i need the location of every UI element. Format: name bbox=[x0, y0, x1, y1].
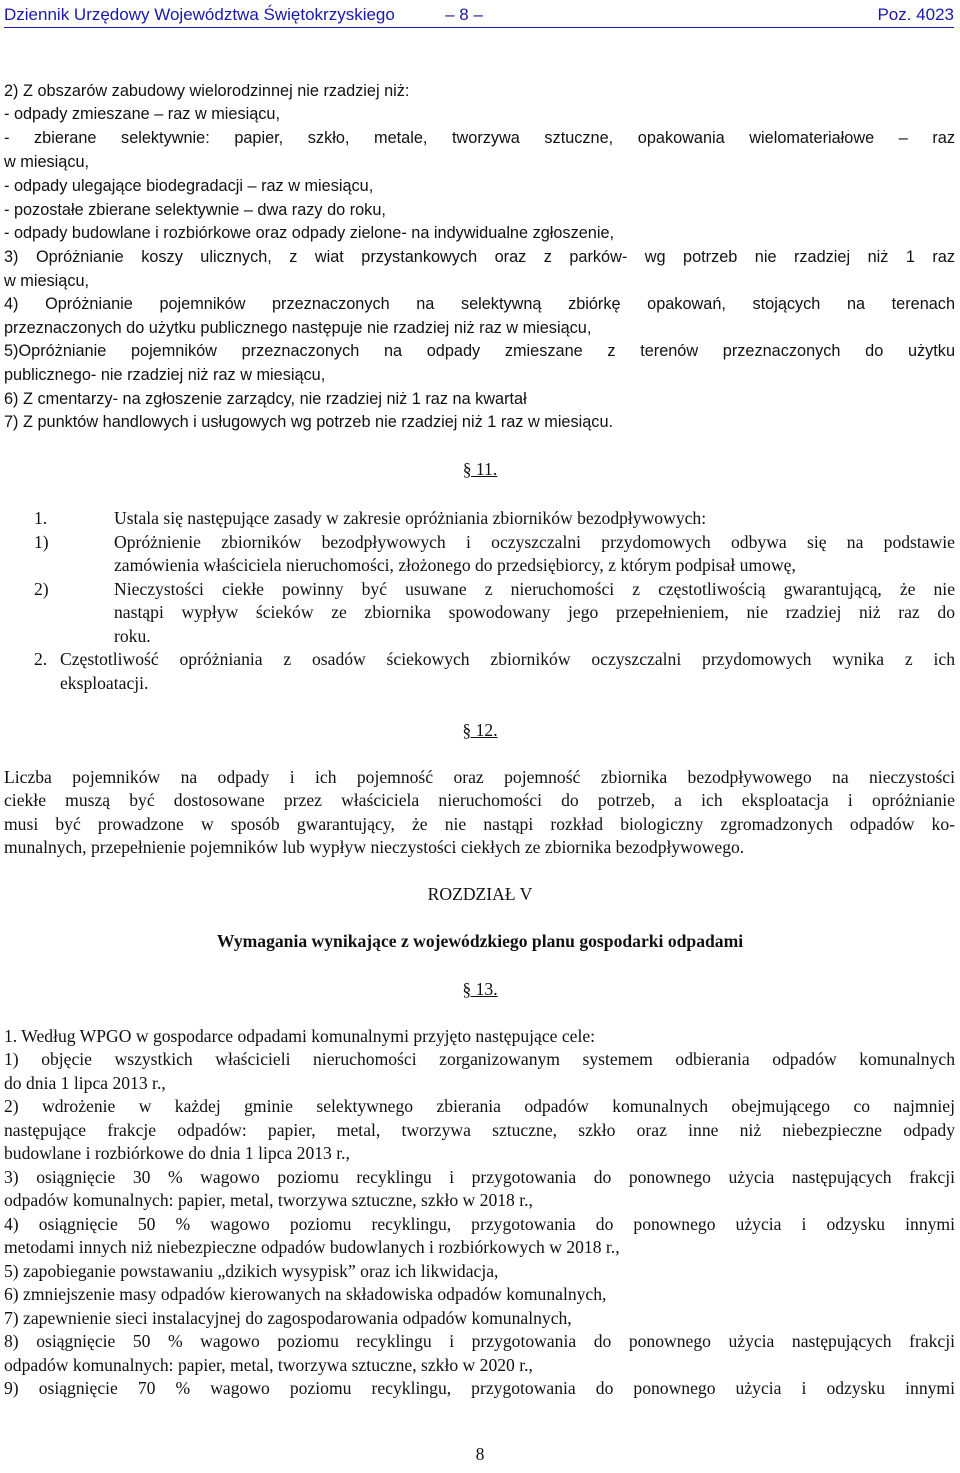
list-item-cont: przeznaczonych do użytku publicznego następuje nie rzadziej niż raz w miesiącu, bbox=[4, 319, 592, 337]
item-number: 1. bbox=[34, 508, 48, 528]
item-number: 1) bbox=[34, 532, 49, 552]
goal-item: 4) osiągnięcie 50 % wagowo poziomu recyklingu, przygotowania do ponownego użycia i odzysku innymi bbox=[4, 1214, 955, 1234]
list-item: 5)Opróżnianie pojemników przeznaczonych na odpady zmieszane z terenów przeznaczonych do użytku bbox=[4, 342, 955, 360]
goal-item-cont: do dnia 1 lipca 2013 r., bbox=[4, 1073, 166, 1093]
list-item-cont: w miesiącu, bbox=[4, 272, 90, 290]
list-item: - pozostałe zbierane selektywnie – dwa razy do roku, bbox=[4, 201, 386, 219]
item-number: 2. bbox=[34, 649, 48, 669]
page-number: 8 bbox=[475, 1444, 485, 1464]
chapter-subtitle: Wymagania wynikające z wojewódzkiego planu gospodarki odpadami bbox=[216, 931, 744, 951]
paragraph-line: nastąpi wypływ ścieków ze zbiornika spowodowany jego przepełnieniem, nie rzadziej niż raz do bbox=[114, 602, 955, 622]
section-number: § 13. bbox=[462, 979, 498, 999]
goal-item: 2) wdrożenie w każdej gminie selektywnego zbierania odpadów komunalnych obejmującego co najmniej bbox=[4, 1096, 955, 1116]
page-marker: – 8 – bbox=[445, 5, 483, 24]
paragraph-line: Ustala się następujące zasady w zakresie opróżniania zbiorników bezodpływowych: bbox=[114, 508, 707, 528]
paragraph-line: eksploatacji. bbox=[60, 673, 149, 693]
paragraph-line: munalnych, przepełnienie pojemników lub wypływ nieczystości ciekłych ze zbiornika bezodpływowego. bbox=[4, 837, 745, 857]
paragraph-line: ciekłe muszą być dostosowane przez właściciela nieruchomości do potrzeb, a ich eksploatacja i opróżnianie bbox=[4, 790, 955, 810]
paragraph-line: Częstotliwość opróżniania z osadów ściekowych zbiorników oczyszczalni przydomowych wynika z ich bbox=[60, 649, 955, 669]
chapter-title: ROZDZIAŁ V bbox=[427, 884, 533, 904]
list-item: 7) Z punktów handlowych i usługowych wg potrzeb nie rzadziej niż 1 raz w miesiącu. bbox=[4, 413, 614, 431]
goal-item: 8) osiągnięcie 50 % wagowo poziomu recyklingu i przygotowania do ponownego użycia następujących frakcji bbox=[4, 1331, 955, 1351]
goal-item: 1) objęcie wszystkich właścicieli nieruchomości zorganizowanym systemem odbierania odpadów komunalnych bbox=[4, 1049, 955, 1069]
section-number: § 12. bbox=[462, 720, 498, 740]
list-item: 4) Opróżnianie pojemników przeznaczonych na selektywną zbiórkę opakowań, stojących na terenach bbox=[4, 295, 955, 313]
item-number: 2) bbox=[34, 579, 49, 599]
page-header bbox=[4, 5, 954, 27]
goal-item: 5) zapobieganie powstawaniu „dzikich wysypisk” oraz ich likwidacja, bbox=[4, 1261, 499, 1281]
list-item: - odpady ulegające biodegradacji – raz w miesiącu, bbox=[4, 177, 374, 195]
list-item: - zbierane selektywnie: papier, szkło, metale, tworzywa sztuczne, opakowania wielomateriałowe – raz bbox=[4, 129, 955, 147]
journal-title: Dziennik Urzędowy Województwa Świętokrzyskiego bbox=[4, 5, 395, 24]
position-number: Poz. 4023 bbox=[877, 5, 954, 24]
goal-item: 3) osiągnięcie 30 % wagowo poziomu recyklingu i przygotowania do ponownego użycia następujących frakcji bbox=[4, 1167, 955, 1187]
paragraph-line: musi być prowadzone w sposób gwarantujący, że nie nastąpi rozkład biologiczny zgromadzonych odpadów ko- bbox=[4, 814, 955, 834]
section-number: § 11. bbox=[462, 459, 498, 479]
list-intro: 2) Z obszarów zabudowy wielorodzinnej nie rzadziej niż: bbox=[4, 82, 410, 100]
paragraph-line: Liczba pojemników na odpady i ich pojemność oraz pojemność zbiornika bezodpływowego na nieczystości bbox=[4, 767, 955, 787]
list-item-cont: w miesiącu, bbox=[4, 153, 90, 171]
goal-item: 9) osiągnięcie 70 % wagowo poziomu recyklingu, przygotowania do ponownego użycia i odzysku innymi bbox=[4, 1378, 955, 1398]
list-item: 3) Opróżnianie koszy ulicznych, z wiat przystankowych oraz z parków- wg potrzeb nie rzadziej niż 1 raz bbox=[4, 248, 955, 266]
goal-item-cont: odpadów komunalnych: papier, metal, tworzywa sztuczne, szkło w 2020 r., bbox=[4, 1355, 533, 1375]
header-rule bbox=[4, 27, 954, 28]
list-item: - odpady budowlane i rozbiórkowe oraz odpady zielone- na indywidualne zgłoszenie, bbox=[4, 224, 615, 242]
goal-item-cont: odpadów komunalnych: papier, metal, tworzywa sztuczne, szkło w 2018 r., bbox=[4, 1190, 533, 1210]
list-item: 6) Z cmentarzy- na zgłoszenie zarządcy, nie rzadziej niż 1 raz na kwartał bbox=[4, 390, 527, 408]
paragraph-line: Opróżnienie zbiorników bezodpływowych i oczyszczalni przydomowych odbywa się na podstawie bbox=[114, 532, 955, 552]
goal-item: 6) zmniejszenie masy odpadów kierowanych na składowiska odpadów komunalnych, bbox=[4, 1284, 607, 1304]
list-item-cont: publicznego- nie rzadziej niż raz w miesiącu, bbox=[4, 366, 326, 384]
goal-item-cont: metodami innych niż niebezpieczne odpadów budowlanych i rozbiórkowych w 2018 r., bbox=[4, 1237, 620, 1257]
goal-item-cont: następujące frakcje odpadów: papier, metal, tworzywa sztuczne, szkło oraz inne niż niebezpieczne odpady bbox=[4, 1120, 955, 1140]
goal-item-cont: budowlane i rozbiórkowe do dnia 1 lipca 2013 r., bbox=[4, 1143, 350, 1163]
paragraph-line: roku. bbox=[114, 626, 151, 646]
paragraph-line: zamówienia właściciela nieruchomości, złożonego do przedsiębiorcy, z którym podpisał umowę, bbox=[114, 555, 796, 575]
list-item: - odpady zmieszane – raz w miesiącu, bbox=[4, 105, 280, 123]
paragraph-line: 1. Według WPGO w gospodarce odpadami komunalnymi przyjęto następujące cele: bbox=[4, 1026, 596, 1046]
paragraph-line: Nieczystości ciekłe powinny być usuwane z nieruchomości z częstotliwością gwarantującą, że nie bbox=[114, 579, 955, 599]
goal-item: 7) zapewnienie sieci instalacyjnej do zagospodarowania odpadów komunalnych, bbox=[4, 1308, 572, 1328]
